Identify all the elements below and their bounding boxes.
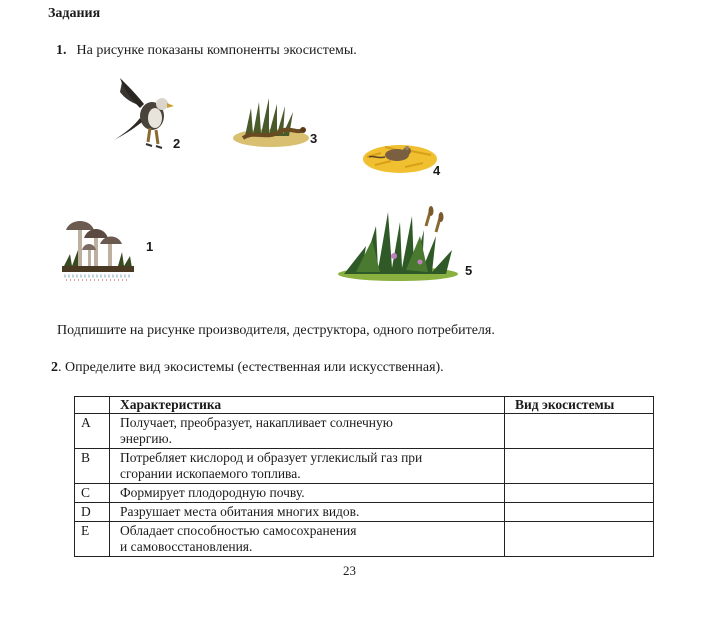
row-characteristic: [110, 503, 505, 522]
ecosystem-type-cell[interactable]: [505, 522, 654, 557]
row-letter: C: [75, 484, 110, 503]
figure-label-1: 1: [146, 239, 154, 254]
ecosystem-type-cell[interactable]: [505, 414, 654, 449]
figure-label-4: 4: [433, 163, 441, 178]
row-characteristic: [110, 522, 505, 557]
mouse-on-straw-icon: [361, 135, 439, 177]
table-row: [75, 414, 654, 449]
task-1-text: На рисунке показаны компоненты экосистемы.: [76, 43, 357, 58]
row-text-line: Обладает способностью самосохранения: [120, 523, 357, 538]
table-row: [75, 449, 654, 484]
row-letter: D: [75, 503, 110, 522]
figure-label-5: 5: [465, 263, 473, 278]
ecosystem-type-cell[interactable]: [505, 449, 654, 484]
row-text-line: сгорании ископаемого топлива.: [120, 466, 301, 481]
row-text-line: Формирует плодородную почву.: [120, 485, 305, 500]
mushrooms-icon: [60, 214, 136, 286]
row-text-line: и самовосстановления.: [120, 539, 253, 554]
page-number: 23: [343, 563, 356, 578]
grass-tuft-icon: [336, 206, 462, 282]
table-row: [75, 503, 654, 522]
eagle-icon: [112, 78, 176, 160]
row-characteristic: [110, 449, 505, 484]
ecosystem-type-cell[interactable]: [505, 503, 654, 522]
task-2: [51, 360, 444, 376]
row-text-line: Разрушает места обитания многих видов.: [120, 504, 360, 519]
table-row: [75, 484, 654, 503]
task-2-text: . Определите вид экосистемы (естественная или искусственная).: [58, 360, 444, 375]
table-row: [75, 522, 654, 557]
row-text-line: энергию.: [120, 431, 172, 446]
header-characteristic: Характеристика: [110, 397, 505, 414]
row-characteristic: [110, 414, 505, 449]
ecosystem-type-cell[interactable]: [505, 484, 654, 503]
row-letter: B: [75, 449, 110, 484]
task-1: [56, 43, 357, 59]
grass-snake-icon: [231, 94, 311, 150]
section-heading: Задания: [48, 6, 101, 21]
row-text-line: Получает, преобразует, накапливает солнечную: [120, 415, 393, 430]
ecosystem-table: [74, 396, 654, 557]
row-letter: E: [75, 522, 110, 557]
row-text-line: Потребляет кислород и образует углекислый газ при: [120, 450, 423, 465]
row-letter: A: [75, 414, 110, 449]
table-header-row: [75, 397, 654, 414]
figure-label-3: 3: [310, 131, 318, 146]
row-characteristic: [110, 484, 505, 503]
header-letter-cell: [75, 397, 110, 414]
task-2-number: 2: [51, 360, 58, 375]
task-1-number: 1.: [56, 43, 67, 58]
instruction-text: Подпишите на рисунке производителя, деструктора, одного потребителя.: [57, 323, 495, 338]
header-ecosystem-type: Вид экосистемы: [505, 397, 654, 414]
figure-label-2: 2: [173, 136, 181, 151]
